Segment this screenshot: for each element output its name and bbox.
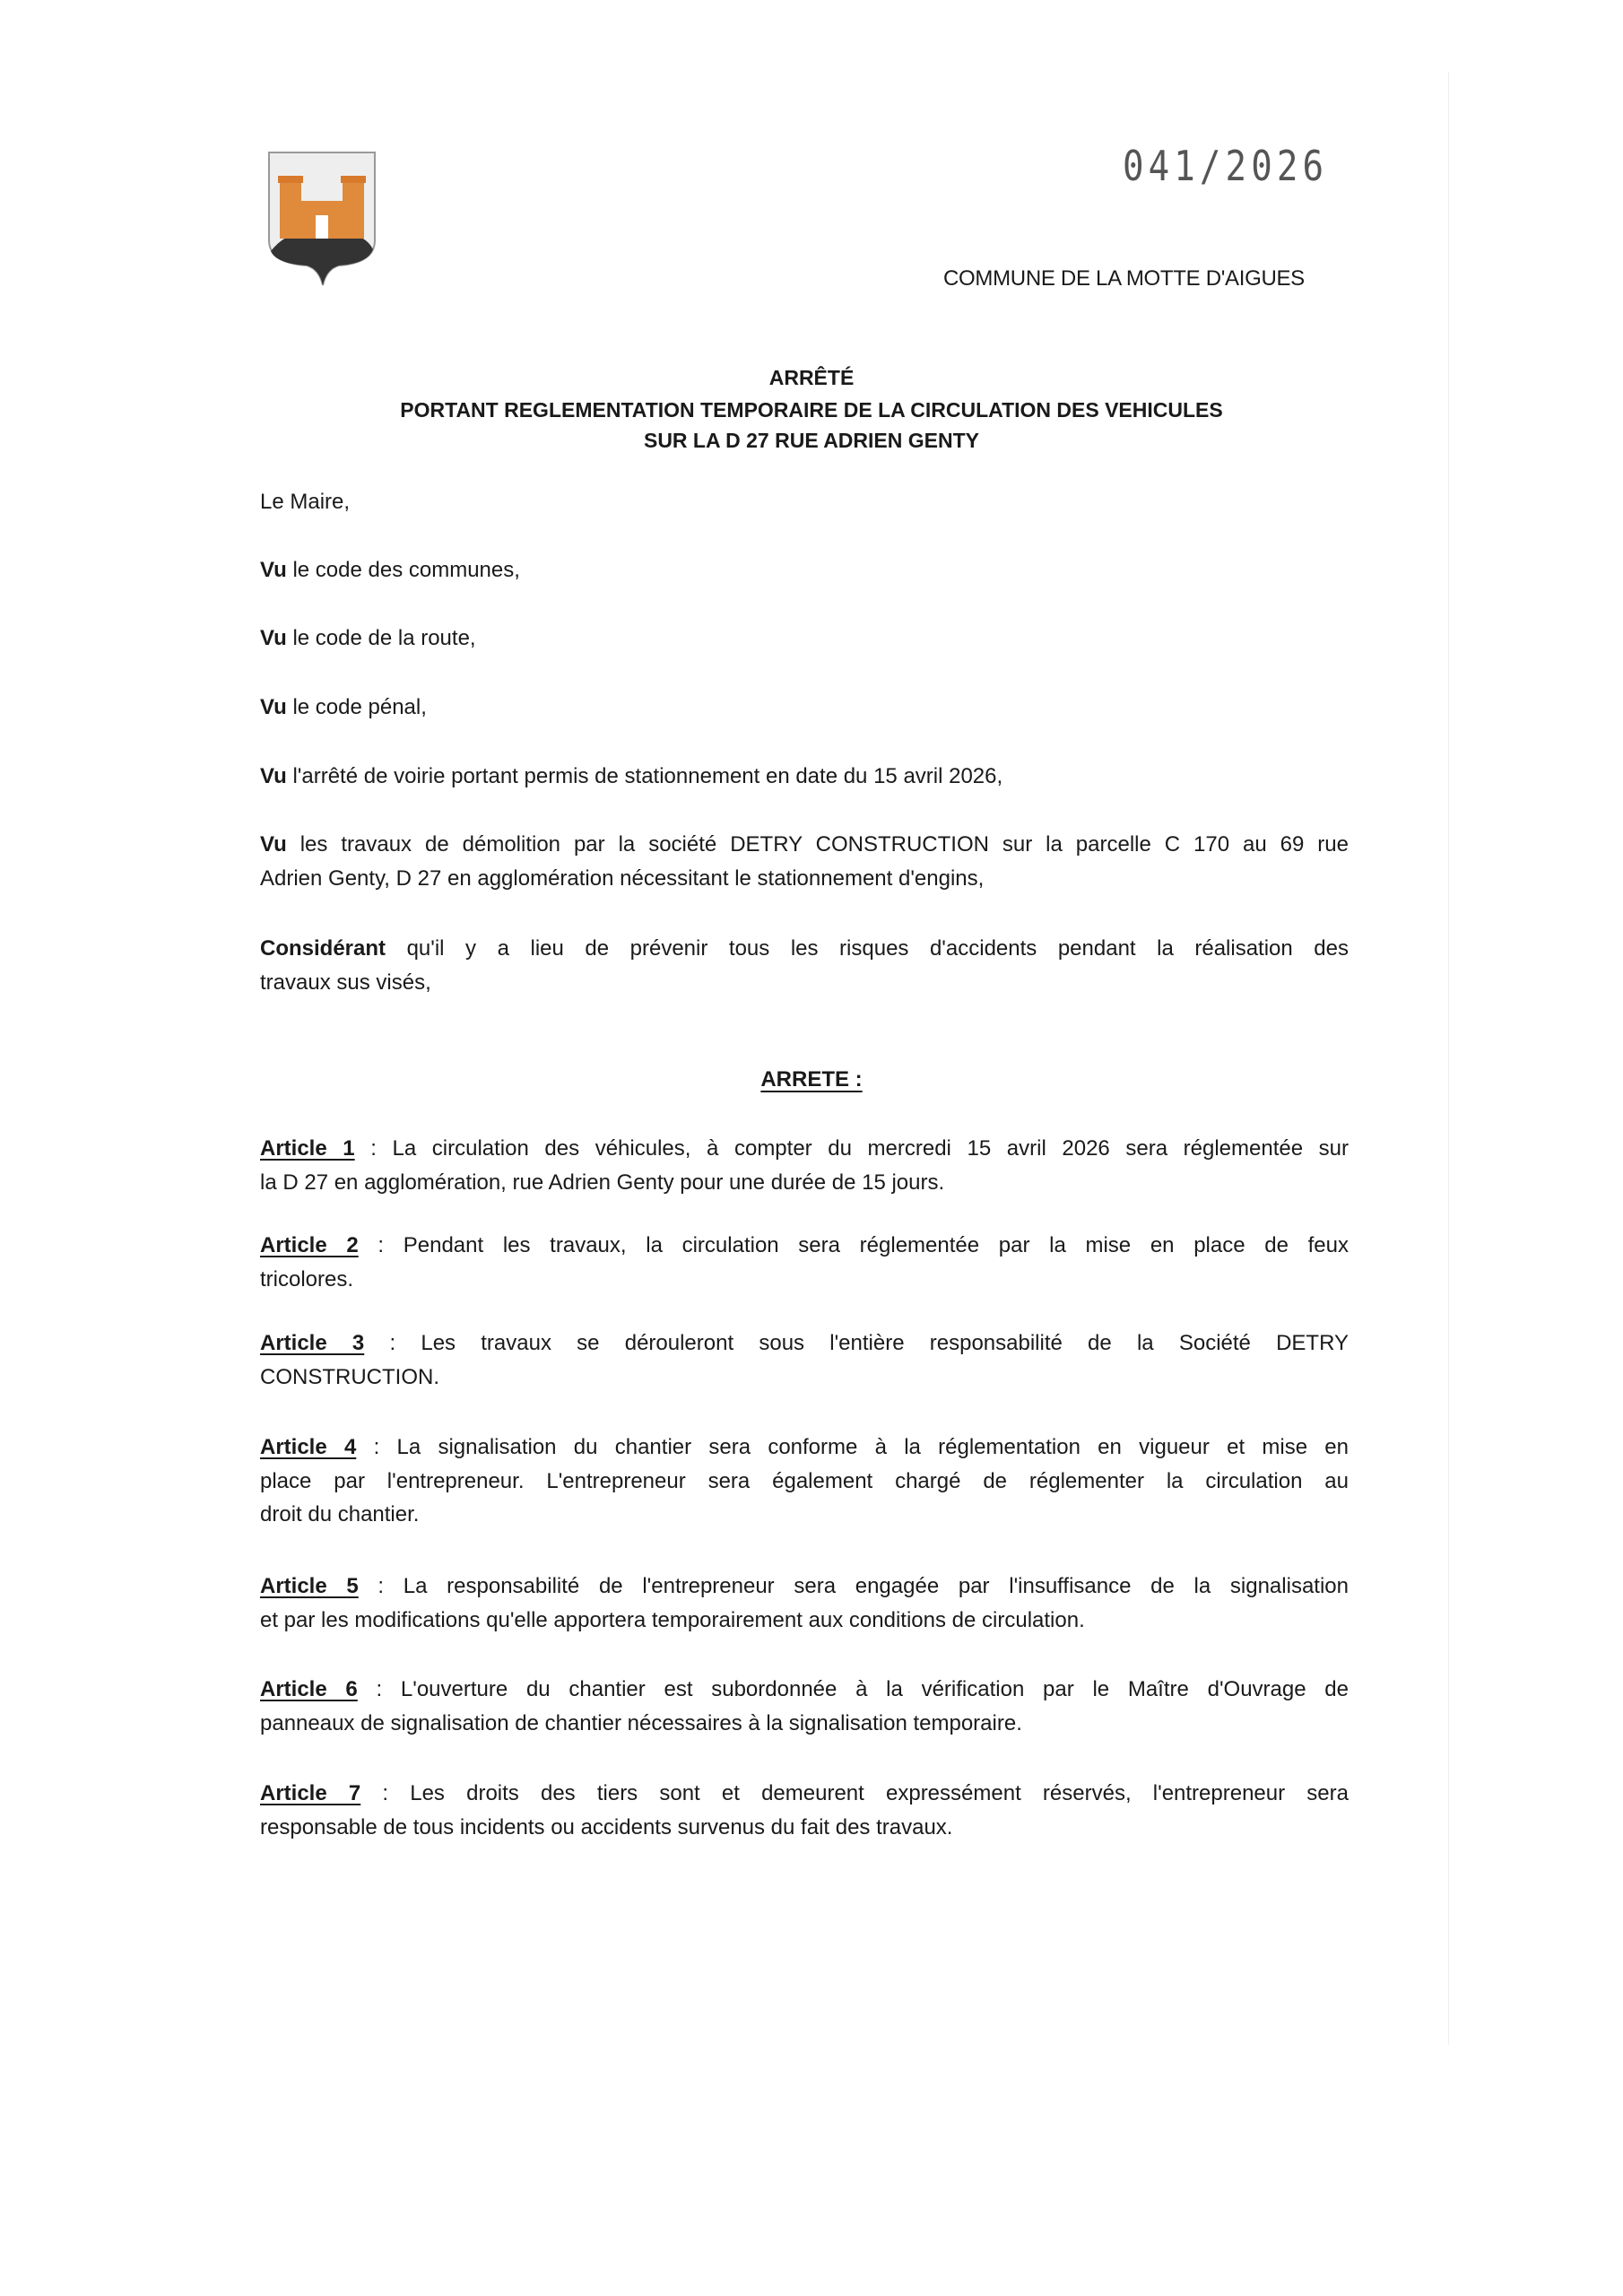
visa-label: Vu — [260, 695, 287, 719]
paragraph-text: : Les travaux se dérouleront sous l'entière responsabilité de la Société DETRY — [364, 1331, 1350, 1355]
paragraph-text: CONSTRUCTION. — [260, 1364, 439, 1389]
article-3-line — [260, 1365, 1349, 1390]
paragraph-text: la D 27 en agglomération, rue Adrien Genty pour une durée de 15 jours. — [260, 1170, 945, 1195]
article-label: Article 4 — [260, 1435, 357, 1459]
paragraph-text: panneaux de signalisation de chantier nécessaires à la signalisation temporaire. — [260, 1710, 1022, 1735]
paragraph-text: l'arrêté de voirie portant permis de stationnement en date du 15 avril 2026, — [286, 764, 1003, 788]
paragraph-text: : L'ouverture du chantier est subordonnée à la vérification par le Maître d'Ouvrage de — [357, 1677, 1349, 1701]
visa-5-line — [260, 866, 1349, 891]
article-label: Article 2 — [260, 1233, 359, 1257]
article-label: Article 6 — [260, 1677, 358, 1701]
paragraph-text: place par l'entrepreneur. L'entrepreneur sera également chargé de réglementer la circulation au — [260, 1468, 1349, 1493]
paragraph-text: droit du chantier. — [260, 1502, 420, 1526]
paragraph-text: et par les modifications qu'elle apportera temporairement aux conditions de circulation. — [260, 1607, 1085, 1632]
paragraph-text: : La signalisation du chantier sera conforme à la réglementation en vigueur et mise en — [356, 1435, 1350, 1459]
visa-label: Considérant — [260, 936, 386, 961]
visa-5-line — [260, 832, 1349, 857]
article-label: Article 3 — [260, 1331, 365, 1355]
article-1-line — [260, 1136, 1349, 1161]
paragraph-text: le code des communes, — [286, 558, 520, 582]
article-3-line — [260, 1331, 1349, 1356]
commune-coat-of-arms-logo — [267, 151, 378, 287]
intro-le-maire: Le Maire, — [260, 490, 351, 514]
visa-6-line — [260, 970, 1349, 996]
decree-number-stamp: 041/2026 — [1123, 142, 1329, 190]
article-label: Article 7 — [260, 1781, 361, 1805]
paragraph-text: tricolores. — [260, 1266, 354, 1292]
article-4-line — [260, 1502, 1349, 1527]
paragraph-text: les travaux de démolition par la société DETRY CONSTRUCTION sur la parcelle C 170 au 69 rue — [286, 832, 1349, 857]
visa-label: Vu — [260, 764, 287, 788]
paragraph-text: : Les droits des tiers sont et demeurent expressément réservés, l'entrepreneur sera — [360, 1781, 1349, 1805]
paragraph-text: : Pendant les travaux, la circulation sera réglementée par la mise en place de feux — [358, 1233, 1349, 1257]
document-subtitle-line1: PORTANT REGLEMENTATION TEMPORAIRE DE LA CIRCULATION DES VEHICULES — [400, 398, 1223, 422]
paragraph-text: : La responsabilité de l'entrepreneur sera engagée par l'insuffisance de la signalisation — [358, 1574, 1349, 1598]
article-6-line — [260, 1677, 1349, 1702]
paragraph-text: : La circulation des véhicules, à compter du mercredi 15 avril 2026 sera réglementée sur — [354, 1136, 1349, 1161]
visa-4-line — [260, 764, 1349, 789]
article-7-line — [260, 1781, 1349, 1806]
visa-1-line — [260, 558, 1349, 583]
arrete-heading: ARRETE : — [760, 1067, 863, 1091]
visa-label: Vu — [260, 832, 287, 857]
article-1-line — [260, 1170, 1349, 1196]
paragraph-text: qu'il y a lieu de prévenir tous les risques d'accidents pendant la réalisation des — [386, 936, 1349, 961]
article-2-line — [260, 1267, 1349, 1292]
article-label: Article 5 — [260, 1574, 359, 1598]
visa-label: Vu — [260, 626, 287, 650]
article-7-line — [260, 1815, 1349, 1840]
document-title: ARRÊTÉ — [768, 366, 855, 389]
article-6-line — [260, 1711, 1349, 1736]
document-subtitle-line2: SUR LA D 27 RUE ADRIEN GENTY — [643, 429, 979, 452]
paragraph-text: Adrien Genty, D 27 en agglomération nécessitant le stationnement d'engins, — [260, 865, 985, 891]
article-5-line — [260, 1574, 1349, 1599]
paragraph-text: travaux sus visés, — [260, 970, 431, 995]
article-label: Article 1 — [260, 1136, 355, 1161]
article-4-line — [260, 1469, 1349, 1494]
article-2-line — [260, 1233, 1349, 1258]
visa-2-line — [260, 626, 1349, 651]
visa-6-line — [260, 936, 1349, 961]
article-4-line — [260, 1435, 1349, 1460]
visa-label: Vu — [260, 558, 287, 582]
paragraph-text: le code de la route, — [286, 626, 476, 650]
commune-name: COMMUNE DE LA MOTTE D'AIGUES — [943, 266, 1305, 291]
article-5-line — [260, 1608, 1349, 1633]
visa-3-line — [260, 695, 1349, 720]
paragraph-text: le code pénal, — [286, 695, 427, 719]
paragraph-text: responsable de tous incidents ou accidents survenus du fait des travaux. — [260, 1814, 953, 1839]
